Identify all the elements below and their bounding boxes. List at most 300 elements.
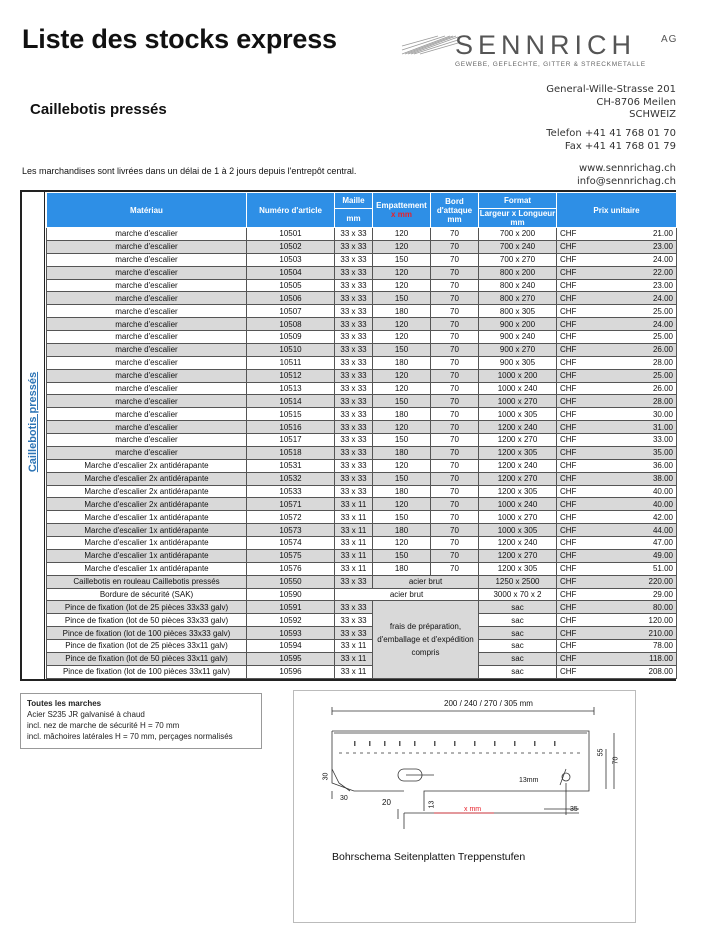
- cell-format: 3000 x 70 x 2: [479, 588, 557, 601]
- cell-material: Caillebotis en rouleau Caillebotis pressés: [47, 575, 247, 588]
- cell-maille: 33 x 33: [335, 318, 373, 331]
- cell-format: 900 x 305: [479, 356, 557, 369]
- cell-material: Marche d'escalier 2x antidérapante: [47, 498, 247, 511]
- cell-bord: 70: [431, 292, 479, 305]
- cell-currency: CHF: [557, 472, 585, 485]
- cell-maille: 33 x 33: [335, 627, 373, 640]
- cell-price: 78.00: [585, 640, 677, 653]
- cell-format: 1200 x 240: [479, 537, 557, 550]
- cell-format: 1200 x 240: [479, 421, 557, 434]
- stock-table: [46, 192, 677, 679]
- cell-price: 29.00: [585, 588, 677, 601]
- cell-article: 10595: [247, 652, 335, 665]
- stock-table-container: [20, 190, 676, 681]
- cell-currency: CHF: [557, 524, 585, 537]
- cell-bord: 70: [431, 356, 479, 369]
- logo-stripes-icon: [400, 30, 460, 60]
- cell-material: marche d'escalier: [47, 279, 247, 292]
- cell-bord: 70: [431, 382, 479, 395]
- table-row: [47, 601, 677, 614]
- cell-material: marche d'escalier: [47, 421, 247, 434]
- cell-maille: 33 x 33: [335, 395, 373, 408]
- cell-currency: CHF: [557, 601, 585, 614]
- cell-article: 10502: [247, 240, 335, 253]
- dimension-x: x mm: [464, 806, 482, 813]
- technical-drawing: [293, 690, 636, 923]
- table-row: [47, 446, 677, 459]
- cell-price: 33.00: [585, 434, 677, 447]
- company-logo: [400, 24, 690, 72]
- cell-article: 10590: [247, 588, 335, 601]
- cell-empattement: acier brut: [335, 588, 479, 601]
- cell-price: 42.00: [585, 511, 677, 524]
- cell-currency: CHF: [557, 331, 585, 344]
- header-material: Matériau: [47, 193, 247, 228]
- cell-empattement: 120: [373, 459, 431, 472]
- cell-material: Pince de fixation (lot de 50 pièces 33x33 galv): [47, 614, 247, 627]
- cell-article: 10518: [247, 446, 335, 459]
- notes-line-3: incl. mâchoires latérales H = 70 mm, perçages normalisés: [27, 732, 233, 741]
- cell-material: marche d'escalier: [47, 382, 247, 395]
- table-row: [47, 343, 677, 356]
- cell-article: 10508: [247, 318, 335, 331]
- cell-price: 49.00: [585, 549, 677, 562]
- cell-price: 210.00: [585, 627, 677, 640]
- cell-price: 28.00: [585, 395, 677, 408]
- cell-material: Marche d'escalier 1x antidérapante: [47, 511, 247, 524]
- table-row: [47, 305, 677, 318]
- notes-box: [20, 693, 262, 749]
- cell-bord: 70: [431, 524, 479, 537]
- cell-material: Marche d'escalier 2x antidérapante: [47, 459, 247, 472]
- cell-material: marche d'escalier: [47, 331, 247, 344]
- cell-empattement: 150: [373, 253, 431, 266]
- cell-material: Pince de fixation (lot de 25 pièces 33x11 galv): [47, 640, 247, 653]
- notes-heading: Toutes les marches: [27, 699, 102, 708]
- cell-price: 25.00: [585, 369, 677, 382]
- cell-material: marche d'escalier: [47, 408, 247, 421]
- website-link[interactable]: www.sennrichag.ch: [578, 163, 676, 174]
- table-row: [47, 498, 677, 511]
- cell-material: Marche d'escalier 2x antidérapante: [47, 472, 247, 485]
- table-row: [47, 588, 677, 601]
- cell-material: marche d'escalier: [47, 228, 247, 241]
- cell-price: 26.00: [585, 382, 677, 395]
- dimension-13: 13: [428, 800, 436, 809]
- cell-maille: 33 x 33: [335, 485, 373, 498]
- cell-bord: 70: [431, 279, 479, 292]
- cell-material: marche d'escalier: [47, 446, 247, 459]
- table-row: [47, 408, 677, 421]
- cell-price: 24.00: [585, 253, 677, 266]
- cell-empattement: 120: [373, 228, 431, 241]
- cell-material: Pince de fixation (lot de 100 pièces 33x33 galv): [47, 627, 247, 640]
- header-maille-unit: mm: [335, 209, 373, 228]
- table-row: [47, 537, 677, 550]
- cell-empattement: 180: [373, 562, 431, 575]
- cell-format: 1000 x 240: [479, 498, 557, 511]
- dimension-35: 35: [570, 806, 578, 813]
- header-format-sub: Largeur x Longueur mm: [479, 209, 556, 227]
- cell-bord: 70: [431, 240, 479, 253]
- company-contact: [546, 128, 676, 153]
- cell-bord: 70: [431, 266, 479, 279]
- cell-bord: 70: [431, 331, 479, 344]
- cell-article: 10517: [247, 434, 335, 447]
- cell-bord: 70: [431, 511, 479, 524]
- cell-format: 1200 x 270: [479, 434, 557, 447]
- company-address: [546, 84, 676, 122]
- cell-article: 10505: [247, 279, 335, 292]
- cell-price: 40.00: [585, 485, 677, 498]
- cell-format: 700 x 270: [479, 253, 557, 266]
- cell-article: 10501: [247, 228, 335, 241]
- cell-format: 1200 x 270: [479, 472, 557, 485]
- cell-bord: 70: [431, 472, 479, 485]
- section-subtitle: Caillebotis pressés: [30, 101, 167, 118]
- cell-empattement: 150: [373, 395, 431, 408]
- cell-price: 208.00: [585, 665, 677, 678]
- table-row: [47, 382, 677, 395]
- cell-price: 25.00: [585, 331, 677, 344]
- cell-format: 1000 x 240: [479, 382, 557, 395]
- cell-price: 35.00: [585, 446, 677, 459]
- cell-material: Pince de fixation (lot de 100 pièces 33x11 galv): [47, 665, 247, 678]
- cell-material: marche d'escalier: [47, 240, 247, 253]
- cell-bord: 70: [431, 446, 479, 459]
- cell-currency: CHF: [557, 318, 585, 331]
- cell-maille: 33 x 33: [335, 266, 373, 279]
- cell-price: 31.00: [585, 421, 677, 434]
- cell-maille: 33 x 33: [335, 305, 373, 318]
- cell-material: marche d'escalier: [47, 369, 247, 382]
- cell-format: 1200 x 305: [479, 562, 557, 575]
- cell-price: 23.00: [585, 279, 677, 292]
- cell-bord: 70: [431, 562, 479, 575]
- cell-bord: 70: [431, 549, 479, 562]
- cell-material: marche d'escalier: [47, 318, 247, 331]
- header-maille: Maille: [335, 193, 373, 209]
- cell-currency: CHF: [557, 382, 585, 395]
- cell-format: 1200 x 240: [479, 459, 557, 472]
- cell-maille: 33 x 11: [335, 524, 373, 537]
- cell-currency: CHF: [557, 627, 585, 640]
- cell-material: marche d'escalier: [47, 395, 247, 408]
- cell-currency: CHF: [557, 575, 585, 588]
- cell-maille: 33 x 11: [335, 537, 373, 550]
- cell-currency: CHF: [557, 395, 585, 408]
- table-row: [47, 614, 677, 627]
- cell-currency: CHF: [557, 549, 585, 562]
- cell-article: 10506: [247, 292, 335, 305]
- cell-empattement: 150: [373, 292, 431, 305]
- cell-currency: CHF: [557, 511, 585, 524]
- cell-article: 10504: [247, 266, 335, 279]
- cell-currency: CHF: [557, 665, 585, 678]
- side-category-label: Caillebotis pressés: [27, 371, 39, 473]
- cell-format: 800 x 270: [479, 292, 557, 305]
- cell-format: sac: [479, 614, 557, 627]
- table-row: [47, 266, 677, 279]
- cell-article: 10573: [247, 524, 335, 537]
- cell-empattement: 120: [373, 279, 431, 292]
- dimension-70: 70: [612, 756, 620, 765]
- cell-price: 24.00: [585, 292, 677, 305]
- cell-bord: 70: [431, 318, 479, 331]
- cell-article: 10515: [247, 408, 335, 421]
- cell-currency: CHF: [557, 228, 585, 241]
- cell-material: Marche d'escalier 1x antidérapante: [47, 562, 247, 575]
- cell-format: sac: [479, 601, 557, 614]
- cell-currency: CHF: [557, 292, 585, 305]
- company-web: [577, 163, 676, 188]
- table-row: [47, 472, 677, 485]
- cell-material: Bordure de sécurité (SAK): [47, 588, 247, 601]
- table-row: [47, 253, 677, 266]
- cell-price: 22.00: [585, 266, 677, 279]
- cell-currency: CHF: [557, 588, 585, 601]
- cell-price: 40.00: [585, 498, 677, 511]
- dimension-30-horizontal: 30: [340, 795, 348, 802]
- cell-currency: CHF: [557, 279, 585, 292]
- cell-material: Pince de fixation (lot de 50 pièces 33x11 galv): [47, 652, 247, 665]
- cell-format: 1000 x 270: [479, 511, 557, 524]
- cell-format: 900 x 240: [479, 331, 557, 344]
- cell-price: 38.00: [585, 472, 677, 485]
- table-row: [47, 228, 677, 241]
- cell-maille: 33 x 11: [335, 498, 373, 511]
- cell-empattement: 180: [373, 485, 431, 498]
- cell-article: 10509: [247, 331, 335, 344]
- logo-tagline: GEWEBE, GEFLECHTE, GITTER & STRECKMETALLE: [455, 61, 646, 68]
- cell-bord: 70: [431, 485, 479, 498]
- dimension-55: 55: [597, 748, 605, 757]
- cell-material: marche d'escalier: [47, 253, 247, 266]
- cell-format: 900 x 200: [479, 318, 557, 331]
- cell-price: 220.00: [585, 575, 677, 588]
- delivery-note: Les marchandises sont livrées dans un délai de 1 à 2 jours depuis l'entrepôt central.: [22, 166, 357, 176]
- cell-empattement: 120: [373, 266, 431, 279]
- cell-article: 10533: [247, 485, 335, 498]
- cell-article: 10576: [247, 562, 335, 575]
- address-city: CH-8706 Meilen: [596, 96, 676, 108]
- cell-currency: CHF: [557, 459, 585, 472]
- header-empattement-label: Empattement: [376, 201, 427, 210]
- cell-currency: CHF: [557, 434, 585, 447]
- cell-price: 25.00: [585, 305, 677, 318]
- cell-currency: CHF: [557, 408, 585, 421]
- cell-bord: 70: [431, 253, 479, 266]
- cell-bord: 70: [431, 434, 479, 447]
- cell-format: 700 x 200: [479, 228, 557, 241]
- cell-format: 1000 x 305: [479, 408, 557, 421]
- cell-format: 1200 x 305: [479, 485, 557, 498]
- table-row: [47, 434, 677, 447]
- address-street: General-Wille-Strasse 201: [546, 84, 676, 95]
- cell-empattement: 120: [373, 537, 431, 550]
- table-row: [47, 665, 677, 678]
- cell-article: 10592: [247, 614, 335, 627]
- dimension-20: 20: [382, 798, 391, 807]
- cell-material: Marche d'escalier 1x antidérapante: [47, 524, 247, 537]
- cell-article: 10503: [247, 253, 335, 266]
- cell-price: 44.00: [585, 524, 677, 537]
- cell-empattement: 120: [373, 318, 431, 331]
- cell-currency: CHF: [557, 240, 585, 253]
- cell-empattement: 150: [373, 511, 431, 524]
- cell-empattement: 120: [373, 498, 431, 511]
- dimension-hole: 13mm: [519, 777, 539, 784]
- table-row: [47, 549, 677, 562]
- cell-material: marche d'escalier: [47, 343, 247, 356]
- cell-maille: 33 x 33: [335, 408, 373, 421]
- cell-maille: 33 x 33: [335, 459, 373, 472]
- cell-maille: 33 x 33: [335, 601, 373, 614]
- cell-empattement: 120: [373, 331, 431, 344]
- cell-bord: 70: [431, 228, 479, 241]
- cell-currency: CHF: [557, 253, 585, 266]
- cell-article: 10571: [247, 498, 335, 511]
- cell-maille: 33 x 33: [335, 446, 373, 459]
- cell-article: 10593: [247, 627, 335, 640]
- table-row: [47, 562, 677, 575]
- header-format: Format: [479, 193, 557, 209]
- cell-price: 30.00: [585, 408, 677, 421]
- cell-format: 1000 x 270: [479, 395, 557, 408]
- cell-bord: 70: [431, 421, 479, 434]
- cell-bord: 70: [431, 343, 479, 356]
- cell-maille: 33 x 33: [335, 421, 373, 434]
- cell-price: 26.00: [585, 343, 677, 356]
- cell-maille: 33 x 33: [335, 356, 373, 369]
- cell-format: sac: [479, 640, 557, 653]
- cell-price: 51.00: [585, 562, 677, 575]
- table-row: [47, 627, 677, 640]
- table-row: [47, 652, 677, 665]
- cell-empattement: 120: [373, 382, 431, 395]
- cell-empattement: 150: [373, 434, 431, 447]
- cell-material: Pince de fixation (lot de 25 pièces 33x33 galv): [47, 601, 247, 614]
- cell-shipping-note: frais de préparation, d'emballage et d'expédition compris: [373, 601, 479, 678]
- cell-currency: CHF: [557, 446, 585, 459]
- cell-maille: 33 x 33: [335, 279, 373, 292]
- cell-empattement: 180: [373, 524, 431, 537]
- cell-article: 10596: [247, 665, 335, 678]
- cell-article: 10572: [247, 511, 335, 524]
- header-article: Numéro d'article: [247, 193, 335, 228]
- cell-format: 800 x 240: [479, 279, 557, 292]
- cell-format: 1250 x 2500: [479, 575, 557, 588]
- cell-format: 700 x 240: [479, 240, 557, 253]
- cell-format: sac: [479, 665, 557, 678]
- cell-maille: 33 x 33: [335, 343, 373, 356]
- cell-empattement: 150: [373, 472, 431, 485]
- cell-price: 23.00: [585, 240, 677, 253]
- cell-material: Marche d'escalier 2x antidérapante: [47, 485, 247, 498]
- cell-bord: 70: [431, 498, 479, 511]
- cell-currency: CHF: [557, 369, 585, 382]
- table-row: [47, 395, 677, 408]
- table-row: [47, 369, 677, 382]
- table-row: [47, 279, 677, 292]
- cell-maille: 33 x 11: [335, 640, 373, 653]
- cell-material: marche d'escalier: [47, 305, 247, 318]
- fax-number: Fax +41 41 768 01 79: [564, 140, 676, 152]
- cell-maille: 33 x 33: [335, 369, 373, 382]
- cell-format: 800 x 200: [479, 266, 557, 279]
- cell-material: Marche d'escalier 1x antidérapante: [47, 537, 247, 550]
- cell-currency: CHF: [557, 562, 585, 575]
- cell-empattement: 120: [373, 421, 431, 434]
- cell-price: 120.00: [585, 614, 677, 627]
- cell-price: 36.00: [585, 459, 677, 472]
- dimension-width: 200 / 240 / 270 / 305 mm: [444, 699, 533, 708]
- table-row: [47, 318, 677, 331]
- cell-article: 10531: [247, 459, 335, 472]
- cell-price: 28.00: [585, 356, 677, 369]
- cell-article: 10550: [247, 575, 335, 588]
- cell-maille: 33 x 11: [335, 652, 373, 665]
- cell-empattement: 120: [373, 369, 431, 382]
- cell-bord: 70: [431, 305, 479, 318]
- cell-format: 1200 x 270: [479, 549, 557, 562]
- cell-currency: CHF: [557, 485, 585, 498]
- cell-maille: 33 x 33: [335, 292, 373, 305]
- table-row: [47, 240, 677, 253]
- phone-number: Telefon +41 41 768 01 70: [546, 128, 676, 139]
- drawing-caption: Bohrschema Seitenplatten Treppenstufen: [332, 851, 526, 863]
- cell-article: 10591: [247, 601, 335, 614]
- cell-empattement: 150: [373, 549, 431, 562]
- table-row: [47, 640, 677, 653]
- cell-maille: 33 x 33: [335, 434, 373, 447]
- cell-article: 10511: [247, 356, 335, 369]
- email-link[interactable]: info@sennrichag.ch: [576, 175, 676, 187]
- table-row: [47, 331, 677, 344]
- cell-article: 10510: [247, 343, 335, 356]
- side-column: [22, 192, 45, 679]
- header-prix: Prix unitaire: [557, 193, 677, 228]
- cell-currency: CHF: [557, 640, 585, 653]
- cell-format: 900 x 270: [479, 343, 557, 356]
- cell-format: 1200 x 305: [479, 446, 557, 459]
- cell-empattement: 180: [373, 305, 431, 318]
- table-row: [47, 485, 677, 498]
- cell-price: 21.00: [585, 228, 677, 241]
- cell-format: sac: [479, 652, 557, 665]
- cell-price: 47.00: [585, 537, 677, 550]
- cell-article: 10575: [247, 549, 335, 562]
- cell-price: 24.00: [585, 318, 677, 331]
- logo-wordmark: SENNRICH: [455, 30, 637, 60]
- cell-empattement: 180: [373, 408, 431, 421]
- cell-material: marche d'escalier: [47, 356, 247, 369]
- cell-currency: CHF: [557, 356, 585, 369]
- table-row: [47, 459, 677, 472]
- cell-article: 10594: [247, 640, 335, 653]
- cell-price: 118.00: [585, 652, 677, 665]
- cell-format: sac: [479, 627, 557, 640]
- cell-empattement: acier brut: [373, 575, 479, 588]
- cell-empattement: 180: [373, 356, 431, 369]
- cell-currency: CHF: [557, 537, 585, 550]
- dimension-30-vertical: 30: [322, 772, 330, 781]
- cell-maille: 33 x 11: [335, 665, 373, 678]
- cell-material: marche d'escalier: [47, 266, 247, 279]
- cell-bord: 70: [431, 537, 479, 550]
- cell-price: 80.00: [585, 601, 677, 614]
- cell-format: 1000 x 305: [479, 524, 557, 537]
